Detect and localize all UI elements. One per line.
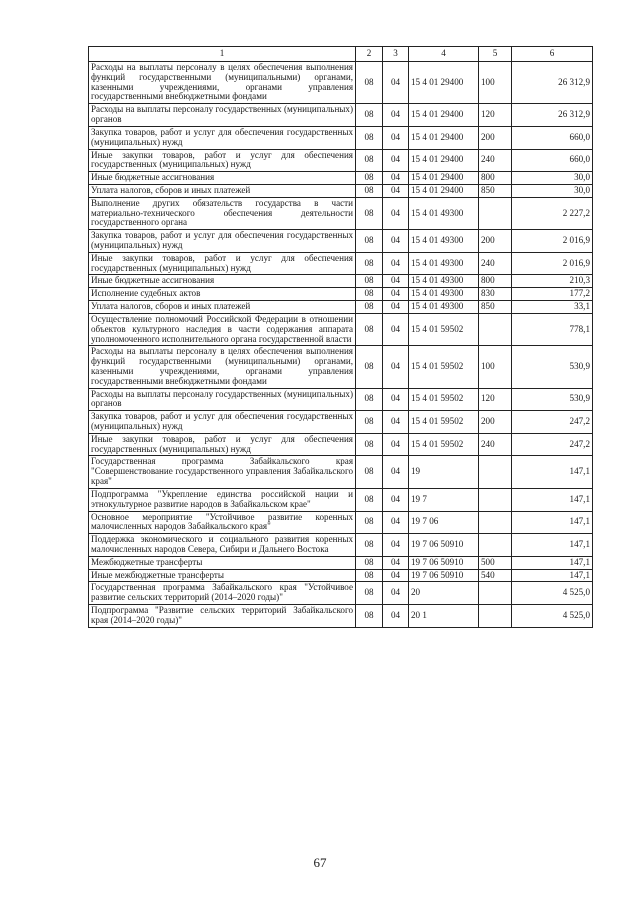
row-section-cell: 08 bbox=[356, 275, 383, 288]
row-section-cell: 08 bbox=[356, 288, 383, 301]
row-section-cell: 08 bbox=[356, 556, 383, 569]
row-subsection-cell: 04 bbox=[383, 184, 409, 197]
row-kind-cell bbox=[479, 534, 512, 557]
row-section-cell: 08 bbox=[356, 511, 383, 534]
row-code-cell: 15 4 01 59502 bbox=[409, 388, 479, 411]
row-sum-cell: 210,3 bbox=[512, 275, 593, 288]
header-cell-code: 4 bbox=[409, 47, 479, 62]
row-code-cell: 15 4 01 49300 bbox=[409, 301, 479, 314]
row-subsection-cell: 04 bbox=[383, 288, 409, 301]
row-subsection-cell: 04 bbox=[383, 149, 409, 172]
row-kind-cell bbox=[479, 511, 512, 534]
row-section-cell: 08 bbox=[356, 569, 383, 582]
row-section-cell: 08 bbox=[356, 149, 383, 172]
row-code-cell: 19 7 06 50910 bbox=[409, 556, 479, 569]
row-kind-cell bbox=[479, 488, 512, 511]
table-row bbox=[89, 313, 593, 345]
row-code-cell: 15 4 01 29400 bbox=[409, 104, 479, 127]
row-sum-cell: 530,9 bbox=[512, 346, 593, 388]
table-row bbox=[89, 582, 593, 605]
table-row bbox=[89, 556, 593, 569]
row-subsection-cell: 04 bbox=[383, 301, 409, 314]
table-row bbox=[89, 301, 593, 314]
row-kind-cell: 800 bbox=[479, 275, 512, 288]
row-kind-cell: 800 bbox=[479, 172, 512, 185]
row-name-cell: Иные межбюджетные трансферты bbox=[89, 569, 356, 582]
row-subsection-cell: 04 bbox=[383, 534, 409, 557]
header-cell-subsection: 3 bbox=[383, 47, 409, 62]
row-sum-cell: 147,1 bbox=[512, 488, 593, 511]
row-subsection-cell: 04 bbox=[383, 230, 409, 253]
row-name-cell: Иные бюджетные ассигнования bbox=[89, 275, 356, 288]
row-code-cell: 19 bbox=[409, 456, 479, 488]
row-code-cell: 15 4 01 29400 bbox=[409, 149, 479, 172]
row-code-cell: 15 4 01 29400 bbox=[409, 126, 479, 149]
row-section-cell: 08 bbox=[356, 456, 383, 488]
row-code-cell: 15 4 01 49300 bbox=[409, 197, 479, 229]
row-code-cell: 15 4 01 49300 bbox=[409, 230, 479, 253]
row-sum-cell: 33,1 bbox=[512, 301, 593, 314]
row-code-cell: 20 bbox=[409, 582, 479, 605]
row-kind-cell: 200 bbox=[479, 230, 512, 253]
budget-table bbox=[88, 46, 593, 628]
row-name-cell: Поддержка экономического и социального развития коренных малочисленных народов Севера, Сибири и Дальнего Востока bbox=[89, 534, 356, 557]
row-section-cell: 08 bbox=[356, 346, 383, 388]
row-code-cell: 19 7 bbox=[409, 488, 479, 511]
row-section-cell: 08 bbox=[356, 301, 383, 314]
row-section-cell: 08 bbox=[356, 197, 383, 229]
row-section-cell: 08 bbox=[356, 230, 383, 253]
row-subsection-cell: 04 bbox=[383, 433, 409, 456]
row-sum-cell: 177,2 bbox=[512, 288, 593, 301]
row-subsection-cell: 04 bbox=[383, 126, 409, 149]
row-code-cell: 19 7 06 50910 bbox=[409, 534, 479, 557]
row-sum-cell: 30,0 bbox=[512, 184, 593, 197]
row-name-cell: Иные закупки товаров, работ и услуг для обеспечения государственных (муниципальных) нужд bbox=[89, 252, 356, 275]
row-sum-cell: 147,1 bbox=[512, 511, 593, 534]
row-code-cell: 19 7 06 bbox=[409, 511, 479, 534]
row-code-cell: 15 4 01 29400 bbox=[409, 62, 479, 104]
row-subsection-cell: 04 bbox=[383, 582, 409, 605]
row-sum-cell: 247,2 bbox=[512, 433, 593, 456]
row-subsection-cell: 04 bbox=[383, 313, 409, 345]
row-name-cell: Осуществление полномочий Российской Федерации в отношении объектов культурного наследия в части содержания аппарата уполномоченного исполнительного органа государственной власти bbox=[89, 313, 356, 345]
row-subsection-cell: 04 bbox=[383, 252, 409, 275]
row-kind-cell: 200 bbox=[479, 126, 512, 149]
row-section-cell: 08 bbox=[356, 534, 383, 557]
row-name-cell: Подпрограмма "Развитие сельских территорий Забайкальского края (2014–2020 годы)" bbox=[89, 605, 356, 628]
row-name-cell: Уплата налогов, сборов и иных платежей bbox=[89, 184, 356, 197]
row-kind-cell bbox=[479, 197, 512, 229]
row-subsection-cell: 04 bbox=[383, 605, 409, 628]
row-kind-cell: 830 bbox=[479, 288, 512, 301]
row-kind-cell: 540 bbox=[479, 569, 512, 582]
row-sum-cell: 4 525,0 bbox=[512, 582, 593, 605]
row-code-cell: 19 7 06 50910 bbox=[409, 569, 479, 582]
row-subsection-cell: 04 bbox=[383, 197, 409, 229]
table-row bbox=[89, 534, 593, 557]
row-sum-cell: 147,1 bbox=[512, 556, 593, 569]
row-sum-cell: 26 312,9 bbox=[512, 104, 593, 127]
row-name-cell: Межбюджетные трансферты bbox=[89, 556, 356, 569]
row-sum-cell: 660,0 bbox=[512, 126, 593, 149]
row-kind-cell bbox=[479, 456, 512, 488]
table-row bbox=[89, 433, 593, 456]
row-name-cell: Выполнение других обязательств государства в части материально-технического обеспечения деятельности государственного органа bbox=[89, 197, 356, 229]
row-name-cell: Расходы на выплаты персоналу государственных (муниципальных) органов bbox=[89, 388, 356, 411]
row-subsection-cell: 04 bbox=[383, 62, 409, 104]
table-row bbox=[89, 411, 593, 434]
row-section-cell: 08 bbox=[356, 104, 383, 127]
row-sum-cell: 2 227,2 bbox=[512, 197, 593, 229]
table-header-row bbox=[89, 47, 593, 62]
table-row bbox=[89, 230, 593, 253]
row-code-cell: 20 1 bbox=[409, 605, 479, 628]
row-section-cell: 08 bbox=[356, 252, 383, 275]
table-row bbox=[89, 569, 593, 582]
table-row bbox=[89, 346, 593, 388]
table-body bbox=[89, 62, 593, 628]
row-kind-cell: 200 bbox=[479, 411, 512, 434]
row-section-cell: 08 bbox=[356, 126, 383, 149]
row-sum-cell: 147,1 bbox=[512, 456, 593, 488]
row-sum-cell: 2 016,9 bbox=[512, 252, 593, 275]
row-subsection-cell: 04 bbox=[383, 172, 409, 185]
row-section-cell: 08 bbox=[356, 172, 383, 185]
row-name-cell: Закупка товаров, работ и услуг для обеспечения государственных (муниципальных) нужд bbox=[89, 411, 356, 434]
row-code-cell: 15 4 01 49300 bbox=[409, 275, 479, 288]
row-section-cell: 08 bbox=[356, 433, 383, 456]
row-section-cell: 08 bbox=[356, 605, 383, 628]
header-cell-sum: 6 bbox=[512, 47, 593, 62]
row-section-cell: 08 bbox=[356, 488, 383, 511]
row-kind-cell: 120 bbox=[479, 388, 512, 411]
table-row bbox=[89, 197, 593, 229]
row-code-cell: 15 4 01 29400 bbox=[409, 184, 479, 197]
row-code-cell: 15 4 01 59502 bbox=[409, 346, 479, 388]
row-name-cell: Расходы на выплаты персоналу государственных (муниципальных) органов bbox=[89, 104, 356, 127]
row-code-cell: 15 4 01 49300 bbox=[409, 288, 479, 301]
row-name-cell: Иные бюджетные ассигнования bbox=[89, 172, 356, 185]
row-code-cell: 15 4 01 59502 bbox=[409, 433, 479, 456]
row-name-cell: Иные закупки товаров, работ и услуг для обеспечения государственных (муниципальных) нужд bbox=[89, 433, 356, 456]
row-sum-cell: 530,9 bbox=[512, 388, 593, 411]
row-name-cell: Закупка товаров, работ и услуг для обеспечения государственных (муниципальных) нужд bbox=[89, 126, 356, 149]
table-row bbox=[89, 184, 593, 197]
table-row bbox=[89, 288, 593, 301]
row-name-cell: Расходы на выплаты персоналу в целях обеспечения выполнения функций государственными (муниципальными) органами, казенными учреждениями, органами управления государственными внебюджетными фондами bbox=[89, 62, 356, 104]
row-kind-cell: 240 bbox=[479, 149, 512, 172]
row-subsection-cell: 04 bbox=[383, 346, 409, 388]
row-sum-cell: 147,1 bbox=[512, 534, 593, 557]
row-code-cell: 15 4 01 59502 bbox=[409, 313, 479, 345]
table-row bbox=[89, 126, 593, 149]
row-section-cell: 08 bbox=[356, 582, 383, 605]
row-name-cell: Уплата налогов, сборов и иных платежей bbox=[89, 301, 356, 314]
row-name-cell: Государственная программа Забайкальского края "Устойчивое развитие сельских территорий (2014–2020 годы)" bbox=[89, 582, 356, 605]
row-subsection-cell: 04 bbox=[383, 556, 409, 569]
row-subsection-cell: 04 bbox=[383, 456, 409, 488]
row-name-cell: Подпрограмма "Укрепление единства российской нации и этнокультурное развитие народов в Забайкальском крае" bbox=[89, 488, 356, 511]
table-row bbox=[89, 172, 593, 185]
row-subsection-cell: 04 bbox=[383, 488, 409, 511]
row-name-cell: Закупка товаров, работ и услуг для обеспечения государственных (муниципальных) нужд bbox=[89, 230, 356, 253]
row-name-cell: Исполнение судебных актов bbox=[89, 288, 356, 301]
row-section-cell: 08 bbox=[356, 388, 383, 411]
row-kind-cell: 850 bbox=[479, 184, 512, 197]
table-row bbox=[89, 456, 593, 488]
table-row bbox=[89, 104, 593, 127]
row-kind-cell: 240 bbox=[479, 433, 512, 456]
row-kind-cell bbox=[479, 582, 512, 605]
table-row bbox=[89, 605, 593, 628]
table-row bbox=[89, 275, 593, 288]
header-cell-section: 2 bbox=[356, 47, 383, 62]
page-number: 67 bbox=[313, 855, 327, 870]
row-sum-cell: 147,1 bbox=[512, 569, 593, 582]
row-sum-cell: 30,0 bbox=[512, 172, 593, 185]
row-name-cell: Иные закупки товаров, работ и услуг для обеспечения государственных (муниципальных) нужд bbox=[89, 149, 356, 172]
row-subsection-cell: 04 bbox=[383, 104, 409, 127]
table-row bbox=[89, 62, 593, 104]
row-kind-cell: 120 bbox=[479, 104, 512, 127]
table-row bbox=[89, 511, 593, 534]
row-kind-cell: 240 bbox=[479, 252, 512, 275]
row-kind-cell bbox=[479, 313, 512, 345]
row-sum-cell: 2 016,9 bbox=[512, 230, 593, 253]
header-cell-kind: 5 bbox=[479, 47, 512, 62]
row-section-cell: 08 bbox=[356, 313, 383, 345]
row-subsection-cell: 04 bbox=[383, 275, 409, 288]
table-row bbox=[89, 149, 593, 172]
header-cell-name: 1 bbox=[89, 47, 356, 62]
row-sum-cell: 660,0 bbox=[512, 149, 593, 172]
row-section-cell: 08 bbox=[356, 184, 383, 197]
row-kind-cell: 850 bbox=[479, 301, 512, 314]
row-name-cell: Расходы на выплаты персоналу в целях обеспечения выполнения функций государственными (муниципальными) органами, казенными учреждениями, органами управления государственными внебюджетными фондами bbox=[89, 346, 356, 388]
row-kind-cell: 500 bbox=[479, 556, 512, 569]
row-section-cell: 08 bbox=[356, 411, 383, 434]
row-sum-cell: 247,2 bbox=[512, 411, 593, 434]
row-name-cell: Государственная программа Забайкальского края "Совершенствование государственного управления Забайкальского края" bbox=[89, 456, 356, 488]
row-kind-cell: 100 bbox=[479, 62, 512, 104]
table-row bbox=[89, 252, 593, 275]
row-code-cell: 15 4 01 29400 bbox=[409, 172, 479, 185]
row-sum-cell: 26 312,9 bbox=[512, 62, 593, 104]
row-section-cell: 08 bbox=[356, 62, 383, 104]
row-sum-cell: 4 525,0 bbox=[512, 605, 593, 628]
row-code-cell: 15 4 01 49300 bbox=[409, 252, 479, 275]
row-kind-cell: 100 bbox=[479, 346, 512, 388]
row-subsection-cell: 04 bbox=[383, 569, 409, 582]
row-sum-cell: 778,1 bbox=[512, 313, 593, 345]
row-name-cell: Основное мероприятие "Устойчивое развитие коренных малочисленных народов Забайкальского края" bbox=[89, 511, 356, 534]
row-subsection-cell: 04 bbox=[383, 411, 409, 434]
row-code-cell: 15 4 01 59502 bbox=[409, 411, 479, 434]
row-subsection-cell: 04 bbox=[383, 511, 409, 534]
row-kind-cell bbox=[479, 605, 512, 628]
table-row bbox=[89, 388, 593, 411]
table-row bbox=[89, 488, 593, 511]
row-subsection-cell: 04 bbox=[383, 388, 409, 411]
